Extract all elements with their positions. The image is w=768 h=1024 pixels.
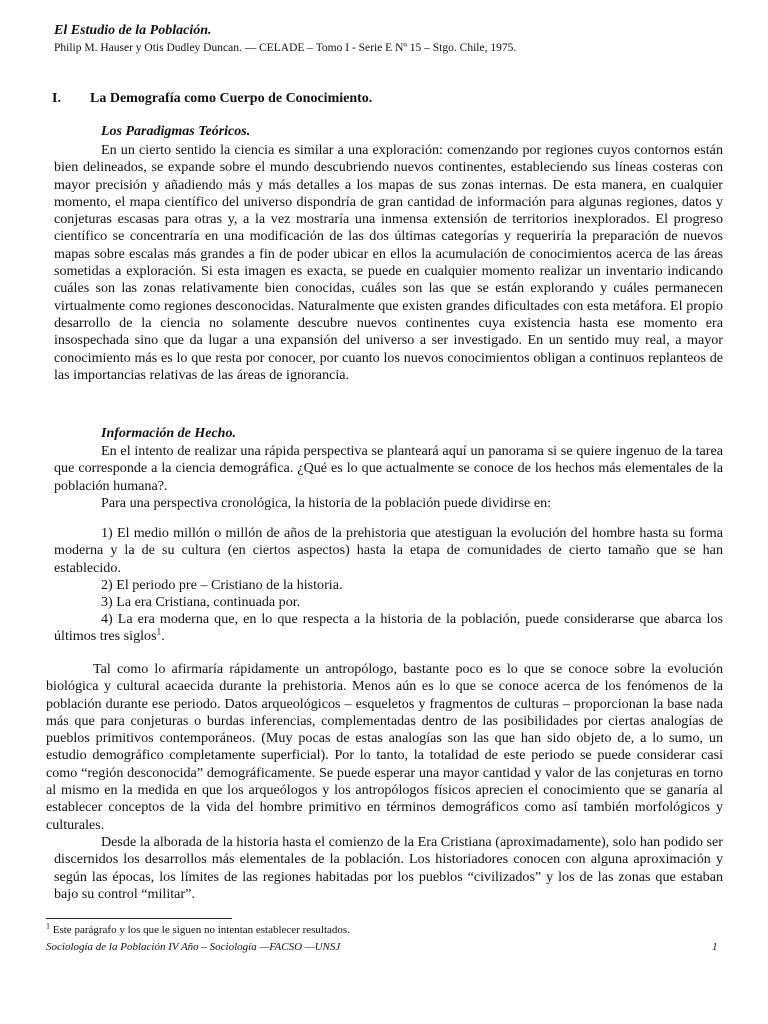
list-item-era-moderna-end: . <box>161 628 165 645</box>
document-title: El Estudio de la Población. <box>54 23 212 38</box>
list-item-precristiano: 2) El periodo pre – Cristiano de la historia. <box>101 577 343 593</box>
section-number: I. <box>52 91 61 106</box>
paragraph-perspectiva: Para una perspectiva cronológica, la historia de la población puede dividirse en: <box>101 495 552 511</box>
footnote-divider <box>46 918 232 919</box>
document-citation: Philip M. Hauser y Otis Dudley Duncan. — CELADE – Tomo I - Serie E Nº 15 – Stgo. Chile, 1975. <box>54 42 517 54</box>
list-item-era-cristiana: 3) La era Cristiana, continuada por. <box>101 594 301 610</box>
subsection-title-paradigmas: Los Paradigmas Teóricos. <box>101 124 251 139</box>
paragraph-alborada: Desde la alborada de la historia hasta el comienzo de la Era Cristiana (aproximadamente), solo han podido ser discernidos los desarrollos más elementales de la población. Los historiadores conocen con alguna aproximación y según las épocas, los límites de las regiones habitadas por los pueblos “civilizados” y los de las zonas que estaban bajo su control “militar”. <box>54 834 723 902</box>
list-item-era-moderna <box>54 611 723 646</box>
paragraph-informacion-intro: En el intento de realizar una rápida perspectiva se planteará aquí un panorama si se quiere ingenuo de la tarea que corresponde a la ciencia demográfica. ¿Qué es lo que actualmente se conoce de los hechos más elementales de la población humana?. <box>54 443 723 494</box>
footnote-reference: 1 <box>156 626 162 637</box>
page-number: 1 <box>712 941 718 953</box>
section-heading <box>52 91 372 107</box>
paragraph-antropologo: Tal como lo afirmaría rápidamente un antropólogo, bastante poco es lo que se conoce sobre la evolución biológica y cultural acaecida durante la prehistoria. Menos aún es lo que se conoce acerca de los fenómenos de la población durante ese periodo. Datos arqueológicos – esqueletos y fragmentos de culturas – proporcionan la base nada más que para conjeturas o burdas inferencias, complementadas dentro de las posibilidades por ciertas analogías de pueblos primitivos contemporáneos. (Muy pocas de estas analogías son las que han sido objeto de, a lo sumo, un estudio demográfico completamente superficial). Por lo tanto, la totalidad de este periodo se puede considerar casi como “región desconocida” demográficamente. Se puede esperar una mayor cantidad y valor de las conjeturas en torno al mismo en la medida en que los arqueólogos y los antropólogos físicos aprecien el conocimiento que se ganaría al establecer conceptos de la vida del hombre primitivo en términos demográficos como así también morfológicos y culturales. <box>46 661 723 833</box>
list-item-era-moderna-text: 4) La era moderna que, en lo que respecta a la historia de la población, puede considerarse que abarca los últimos tres siglos <box>54 611 723 645</box>
footnote-marker: 1 <box>46 921 50 931</box>
list-item-prehistoria: 1) El medio millón o millón de años de la prehistoria que atestiguan la evolución del hombre hasta su forma moderna y la de su cultura (en ciertos aspectos) hasta la etapa de comunidades de cierto tamaño que se han establecido. <box>54 525 723 576</box>
paragraph-paradigmas: En un cierto sentido la ciencia es similar a una exploración: comenzando por regiones cuyos contornos están bien delineados, se expande sobre el mundo descubriendo nuevos continentes, estableciendo sus líneas costeras con mayor precisión y añadiendo más y más detalles a los mapas de sus zonas internas. De esta manera, en cualquier momento, el mapa científico del universo dispondría de gran cantidad de información para algunas regiones, datos y conjeturas escasas para otras y, a la vez mostraría una inmensa extensión de territorios inexplorados. El progreso científico se concentraría en una modificación de las dos últimas categorías y requeriría la preparación de nuevos mapas sobre escalas más grandes a fin de poder ubicar en ellos la acumulación de conocimientos acerca de las áreas sometidas a exploración. Si esta imagen es exacta, se puede en cualquier momento realizar un inventario indicando cuáles son las zonas relativamente bien conocidas, cuáles son las que se están explorando y cuáles permanecen virtualmente como regiones desconocidas. Naturalmente que existen grandes dificultades con esta metáfora. El propio desarrollo de la ciencia no solamente descubre nuevos continentes cuya existencia hasta ese momento era insospechada sino que da lugar a una expansión del universo a ser investigado. En un sentido muy real, a mayor conocimiento más es lo que resta por conocer, por cuanto los nuevos conocimientos obligan a continuos replanteos de las importancias relativas de las áreas de ignorancia. <box>54 142 723 383</box>
subsection-title-informacion: Información de Hecho. <box>101 426 236 441</box>
footnote <box>46 921 350 936</box>
page-footer: Sociología de la Población IV Año – Sociología —FACSO —UNSJ <box>46 941 341 953</box>
footnote-text: Este parágrafo y los que le siguen no intentan establecer resultados. <box>50 924 350 936</box>
section-title: La Demografía como Cuerpo de Conocimiento. <box>90 91 373 106</box>
